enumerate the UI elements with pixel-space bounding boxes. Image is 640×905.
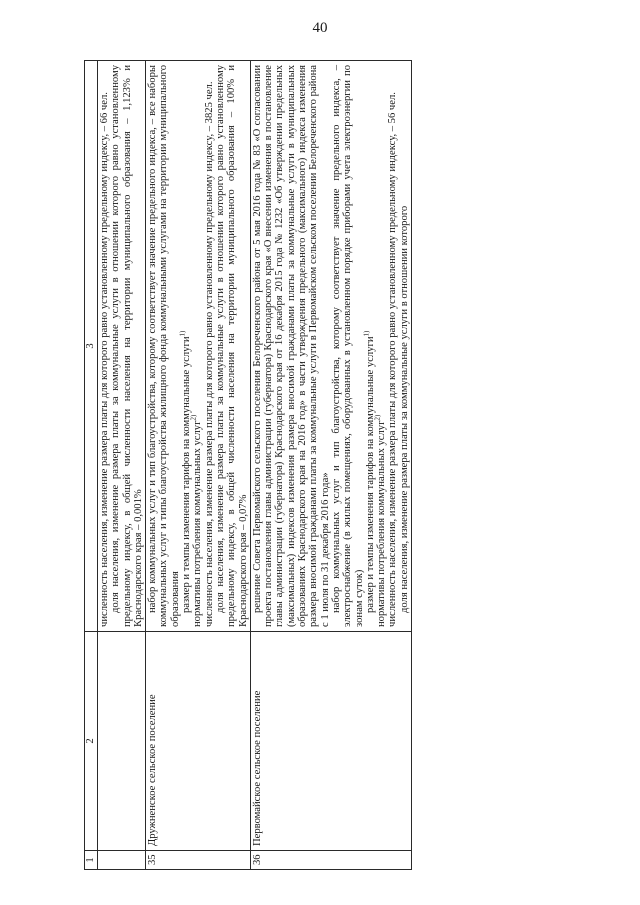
header-col-description: 3 xyxy=(85,61,98,632)
row-description xyxy=(146,61,251,632)
indices-table xyxy=(84,60,412,870)
row-municipality: Первомайское сельское поселение xyxy=(250,632,411,851)
description-text: размер и темпы изменения тарифов на коммунальные услуги xyxy=(364,336,376,613)
table-row xyxy=(250,61,411,870)
description-paragraph: набор коммунальных услуг и тип благоустройства, которому соответствует значение предельного индекса, – электроснабжение (в жилых помещениях, оборудованных в установленном порядке приборами учета электроэнергии по зонам суток) xyxy=(330,65,365,627)
description-paragraph: численность населения, изменение размера платы для которого равно установленному предельному индексу, – 56 чел. xyxy=(387,92,399,627)
page-number: 40 xyxy=(312,20,328,36)
description-paragraph xyxy=(362,65,376,627)
row-description xyxy=(250,61,411,632)
description-paragraph: численность населения, изменение размера платы для которого равно установленному предельному индексу, – 66 чел. xyxy=(99,92,110,627)
table-header-row xyxy=(85,61,98,870)
row-municipality: Дружненское сельское поселение xyxy=(146,632,251,851)
description-paragraph xyxy=(189,65,204,627)
row-number xyxy=(98,851,146,870)
description-paragraph xyxy=(178,65,193,627)
description-paragraph: численность населения, изменение размера платы для которого равно установленному предельному индексу, – 3825 чел. xyxy=(203,81,215,627)
rotated-table-area xyxy=(84,60,594,870)
table-row xyxy=(98,61,146,870)
footnote-marker: 1) xyxy=(362,330,371,337)
description-paragraph: доля населения, изменение размера платы за коммунальные услуги в отношении которого равно установленному предельному индексу, в общей численности населения на территории муниципального образования – 1,123% и Краснодарского края – 0,001% xyxy=(110,65,144,627)
rotated-table-canvas xyxy=(84,60,594,870)
footnote-marker: 2) xyxy=(373,414,382,421)
table-row xyxy=(146,61,251,870)
description-paragraph: доля населения, изменение размера платы за коммунальные услуги в отношении которого равно установленному предельному индексу, в общей численности населения на территории муниципального образования – 100% и Краснодарского края – 0,07% xyxy=(214,65,249,627)
footnote-marker: 2) xyxy=(189,414,198,421)
description-text: нормативы потребления коммунальных услуг xyxy=(192,420,204,627)
description-paragraph xyxy=(373,65,388,627)
row-number: 36 xyxy=(250,851,411,870)
row-municipality xyxy=(98,632,146,851)
row-description xyxy=(98,61,146,632)
footnote-marker: 1) xyxy=(178,330,187,337)
description-text: размер и темпы изменения тарифов на коммунальные услуги xyxy=(181,336,193,613)
description-paragraph: доля населения, изменение размера платы за коммунальные услуги в отношении которого xyxy=(398,205,410,613)
description-text: нормативы потребления коммунальных услуг xyxy=(376,420,388,627)
row-number: 35 xyxy=(146,851,251,870)
header-col-number: 1 xyxy=(85,851,98,870)
description-paragraph: решение Совета Первомайского сельского поселения Белореченского района от 5 мая 2016 года № 83 «О согласовании проекта постановления главы администрации (губернатора) Краснодарского края «О внесении изменения в постановление главы администрации (губернатора) Краснодарского края от 16 декабря 2015 года № 1232 «Об утверждении предельных (максимальных) индексов изменения размера вносимой гражданами платы за коммунальные услуги в муниципальных образованиях Краснодарского края на 2016 год» в части утверждения предельного (максимального) индекса изменения размера вносимой гражданами платы за коммунальные услуги в Первомайском сельском поселении Белореченского района с 1 июля по 31 декабря 2016 года» xyxy=(251,65,331,627)
header-col-name: 2 xyxy=(85,632,98,851)
description-paragraph: набор коммунальных услуг и тип благоустройства, которому соответствует значение предельного индекса, – все наборы коммунальных услуг и типы благоустройства жилищного фонда коммунальными услугами на территории муниципального образования xyxy=(147,65,181,627)
